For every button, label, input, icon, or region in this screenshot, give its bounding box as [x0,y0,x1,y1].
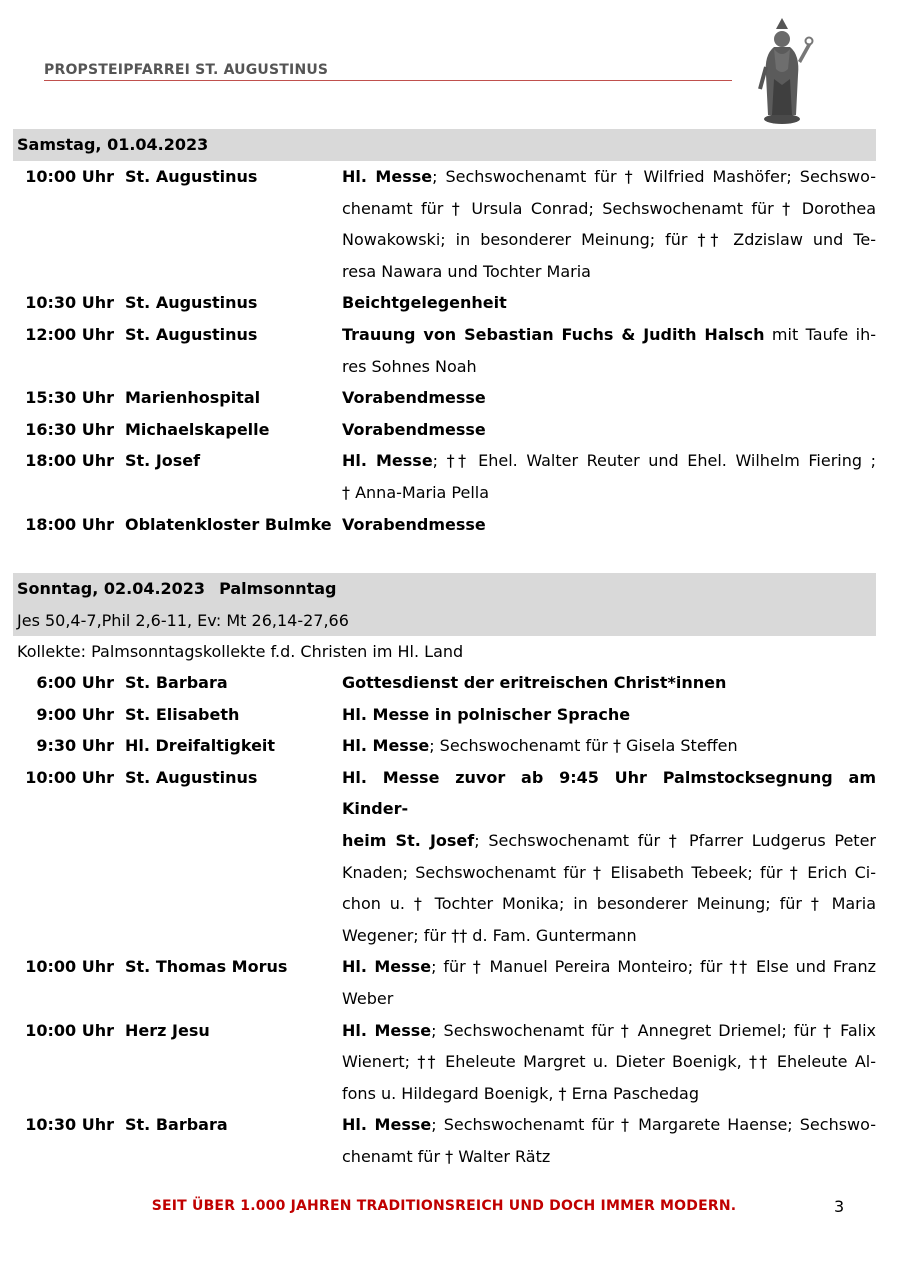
service-time: 12:00 Uhr [25,324,114,344]
intention-text: Nowakowski; in besonderer Meinung; für †† Zdzislaw und Te- [342,230,876,250]
service-description [342,699,876,731]
service-description [342,445,876,508]
service-location: Marienhospital [125,388,261,408]
service-entry [13,414,876,446]
description-line [342,1141,876,1173]
description-line [342,667,876,699]
service-type: Hl. Messe in polnischer Sprache [342,704,631,724]
description-line [342,351,876,383]
service-type: Hl. Messe [342,1020,432,1040]
service-type: Vorabendmesse [342,419,486,439]
service-description [342,951,876,1014]
day-saturday [13,129,876,540]
footer-motto: SEIT ÜBER 1.000 JAHREN TRADITIONSREICH UND DOCH IMMER MODERN. [151,1198,737,1214]
service-time: 18:00 Uhr [25,514,114,534]
service-location: St. Augustinus [125,324,258,344]
description-line [342,224,876,256]
intention-text: ; Sechswochenamt für † Wilfried Mashöfer; Sechswo- [432,167,876,186]
service-type: Hl. Messe [342,451,433,471]
service-list [13,161,876,540]
parish-title: PROPSTEIPFARREI ST. AUGUSTINUS [44,62,329,78]
intention-text: chenamt für † Walter Rätz [342,1146,551,1166]
service-time: 10:30 Uhr [25,1115,114,1135]
service-time: 10:00 Uhr [25,1020,114,1040]
collection-line: Kollekte: Palmsonntagskollekte f.d. Christen im Hl. Land [17,642,464,661]
service-entry [13,382,876,414]
description-line [342,951,876,983]
service-time: 9:30 Uhr [36,736,114,756]
description-line [342,1109,876,1141]
day-heading [13,573,876,605]
service-entry [13,445,876,508]
description-line [342,888,876,920]
intention-text: Wienert; †† Eheleute Margret u. Dieter Boenigk, †† Eheleute Al- [342,1052,876,1072]
service-location: St. Barbara [125,1115,228,1135]
intention-text: ; Sechswochenamt für † Gisela Steffen [429,736,738,756]
description-line [342,699,876,731]
service-location: St. Barbara [125,673,228,692]
description-line [342,382,876,414]
header-divider [44,80,732,81]
service-description [342,319,876,382]
service-location: St. Thomas Morus [125,957,288,977]
service-description [342,161,876,287]
intention-text: mit Taufe ih- [764,324,876,344]
service-description [342,730,876,762]
service-location: St. Elisabeth [125,704,240,724]
service-list [13,667,876,1173]
service-description [342,287,876,319]
service-entry [13,1109,876,1172]
description-line [342,161,876,193]
service-location: Hl. Dreifaltigkeit [125,736,276,756]
intention-text: ; Sechswochenamt für † Pfarrer Ludgerus Peter [474,830,876,850]
intention-text: fons u. Hildegard Boenigk, † Erna Paschedag [342,1083,699,1103]
service-type: Hl. Messe [342,957,432,977]
service-time: 6:00 Uhr [36,673,114,692]
service-type: Hl. Messe zuvor ab 9:45 Uhr Palmstocksegnung am Kinder- [342,767,876,819]
intention-text: ; Sechswochenamt für † Annegret Driemel; für † Falix [431,1020,876,1040]
service-entry [13,762,876,952]
service-time: 10:30 Uhr [25,293,114,313]
description-line [342,1046,876,1078]
service-type: Hl. Messe [342,1115,432,1135]
service-type: Gottesdienst der eritreischen Christ*innen [342,673,727,692]
description-line [342,983,876,1015]
service-type: Vorabendmesse [342,514,486,534]
description-line [342,509,876,541]
day-sunday [13,573,876,1173]
description-line [342,857,876,889]
intention-text: res Sohnes Noah [342,356,477,376]
description-line [342,1015,876,1047]
service-time: 10:00 Uhr [25,767,114,787]
day-date: Samstag, 01.04.2023 [17,135,209,154]
service-description [342,382,876,414]
intention-text: ; für † Manuel Pereira Monteiro; für †† Else und Franz [431,957,876,977]
service-time: 10:00 Uhr [25,957,114,977]
day-heading [13,129,876,161]
service-type: Vorabendmesse [342,388,486,408]
description-line [342,825,876,857]
service-location: St. Augustinus [125,167,258,186]
service-time: 9:00 Uhr [36,704,114,724]
intention-text: Wegener; für †† d. Fam. Guntermann [342,925,637,945]
service-type: Beichtgelegenheit [342,293,507,313]
service-type: Hl. Messe [342,736,430,756]
intention-text: ; †† Ehel. Walter Reuter und Ehel. Wilhelm Fiering ; [432,451,876,471]
service-location: Oblatenkloster Bulmke [125,514,332,534]
intention-text: chon u. † Tochter Monika; in besonderer Meinung; für † Maria [342,894,876,914]
service-time: 15:30 Uhr [25,388,114,408]
service-location: St. Josef [125,451,201,471]
service-entry [13,1015,876,1110]
service-entry [13,161,876,287]
description-line [342,730,876,762]
description-line [342,414,876,446]
intention-text: chenamt für † Ursula Conrad; Sechswochenamt für † Dorothea [342,198,876,218]
service-entry [13,287,876,319]
readings-line: Jes 50,4-7,Phil 2,6-11, Ev: Mt 26,14-27,66 [13,605,876,636]
description-line [342,319,876,351]
service-time: 18:00 Uhr [25,451,114,471]
saint-augustinus-figure-icon [752,15,816,125]
service-description [342,1015,876,1110]
description-line [342,287,876,319]
intention-text: † Anna-Maria Pella [342,482,490,502]
feast-name: Palmsonntag [219,579,337,598]
day-date: Sonntag, 02.04.2023 [17,579,206,598]
service-time: 10:00 Uhr [25,167,114,186]
service-location: St. Augustinus [125,767,258,787]
service-type: Hl. Messe [342,167,433,186]
service-location: St. Augustinus [125,293,258,313]
service-entry [13,319,876,382]
service-description [342,762,876,952]
description-line [342,256,876,288]
service-entry [13,730,876,762]
description-line [342,445,876,477]
intention-text: ; Sechswochenamt für † Margarete Haense; Sechswo- [431,1115,876,1135]
description-line [342,193,876,225]
service-type: heim St. Josef [342,830,475,850]
description-line [342,920,876,952]
intention-text: Knaden; Sechswochenamt für † Elisabeth Tebeek; für † Erich Ci- [342,862,876,882]
service-location: Michaelskapelle [125,419,270,439]
service-description [342,509,876,541]
service-entry [13,951,876,1014]
service-time: 16:30 Uhr [25,419,114,439]
page-number: 3 [834,1197,845,1216]
service-type: Trauung von Sebastian Fuchs & Judith Halsch [342,324,765,344]
service-entry [13,699,876,731]
service-description [342,667,876,699]
service-entry [13,667,876,699]
description-line [342,762,876,825]
service-location: Herz Jesu [125,1020,210,1040]
intention-text: Weber [342,988,394,1008]
description-line [342,1078,876,1110]
service-description [342,414,876,446]
intention-text: resa Nawara und Tochter Maria [342,261,591,281]
service-entry [13,509,876,541]
description-line [342,477,876,509]
service-description [342,1109,876,1172]
